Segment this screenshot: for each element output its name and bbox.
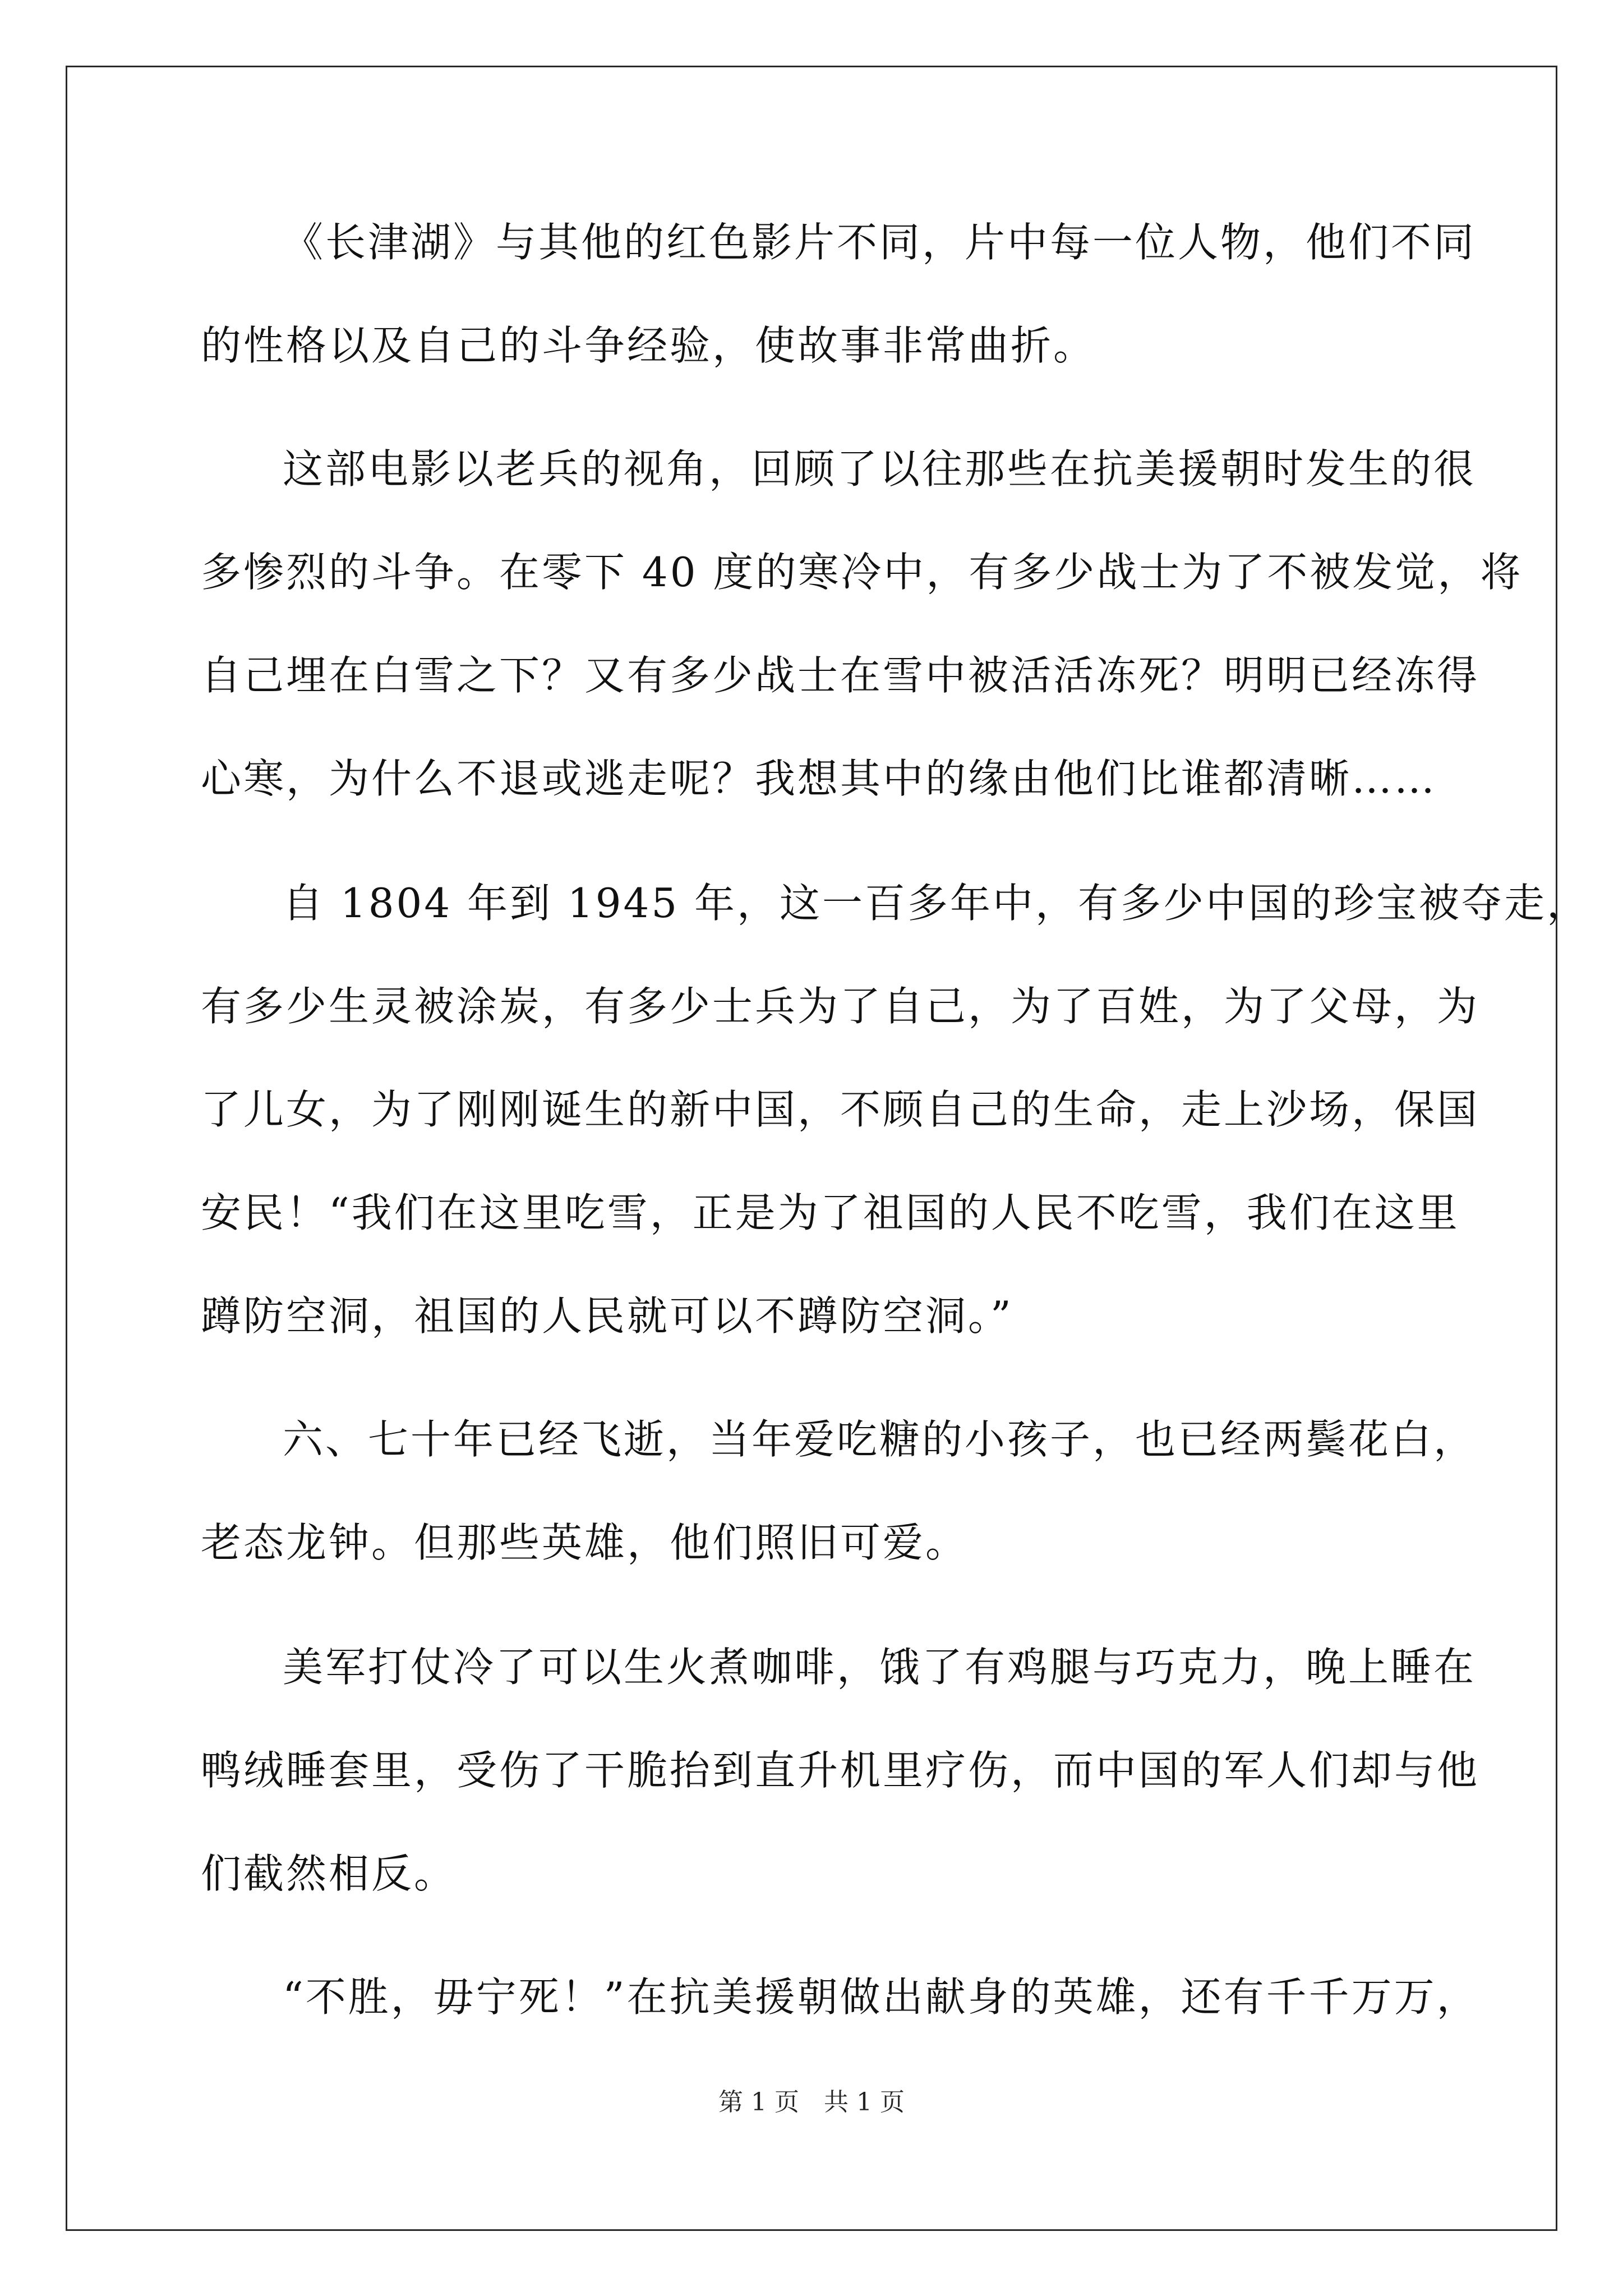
text-line: 安民！“我们在这里吃雪，正是为了祖国的人民不吃雪，我们在这里 — [201, 1189, 1460, 1236]
text-line: 美军打仗冷了可以生火煮咖啡，饿了有鸡腿与巧克力，晚上睡在 — [283, 1644, 1477, 1691]
text-line: 老态龙钟。但那些英雄，他们照旧可爱。 — [201, 1519, 969, 1566]
text-line: 多惨烈的斗争。在零下 40 度的寒冷中，有多少战士为了不被发觉，将 — [201, 549, 1523, 596]
text-line: 有多少生灵被涂炭，有多少士兵为了自己，为了百姓，为了父母，为 — [201, 983, 1480, 1030]
page-number: 第 1 页 共 1 页 — [718, 2088, 905, 2116]
text-line: 这部电影以老兵的视角，回顾了以往那些在抗美援朝时发生的很 — [283, 445, 1477, 493]
text-line: 自己埋在白雪之下？又有多少战士在雪中被活活冻死？明明已经冻得 — [201, 652, 1480, 699]
text-line: 心寒，为什么不退或逃走呢？我想其中的缘由他们比谁都清晰…… — [201, 755, 1437, 802]
text-line: 们截然相反。 — [201, 1850, 457, 1897]
text-line: 蹲防空洞，祖国的人民就可以不蹲防空洞。” — [201, 1292, 1013, 1340]
text-line: 的性格以及自己的斗争经验，使故事非常曲折。 — [201, 322, 1096, 369]
text-line: 六、七十年已经飞逝，当年爱吃糖的小孩子，也已经两鬓花白， — [283, 1416, 1477, 1463]
text-line: 自 1804 年到 1945 年，这一百多年中，有多少中国的珍宝被夺走， — [283, 880, 1590, 927]
text-line: “不胜，毋宁死！”在抗美援朝做出献身的英雄，还有千千万万， — [283, 1973, 1479, 2021]
text-line: 鸭绒睡套里，受伤了干脆抬到直升机里疗伤，而中国的军人们却与他 — [201, 1747, 1480, 1794]
page-footer — [0, 2086, 1623, 2119]
text-line: 了儿女，为了刚刚诞生的新中国，不顾自己的生命，走上沙场，保国 — [201, 1086, 1480, 1133]
text-line: 《长津湖》与其他的红色影片不同，片中每一位人物，他们不同 — [283, 219, 1477, 266]
